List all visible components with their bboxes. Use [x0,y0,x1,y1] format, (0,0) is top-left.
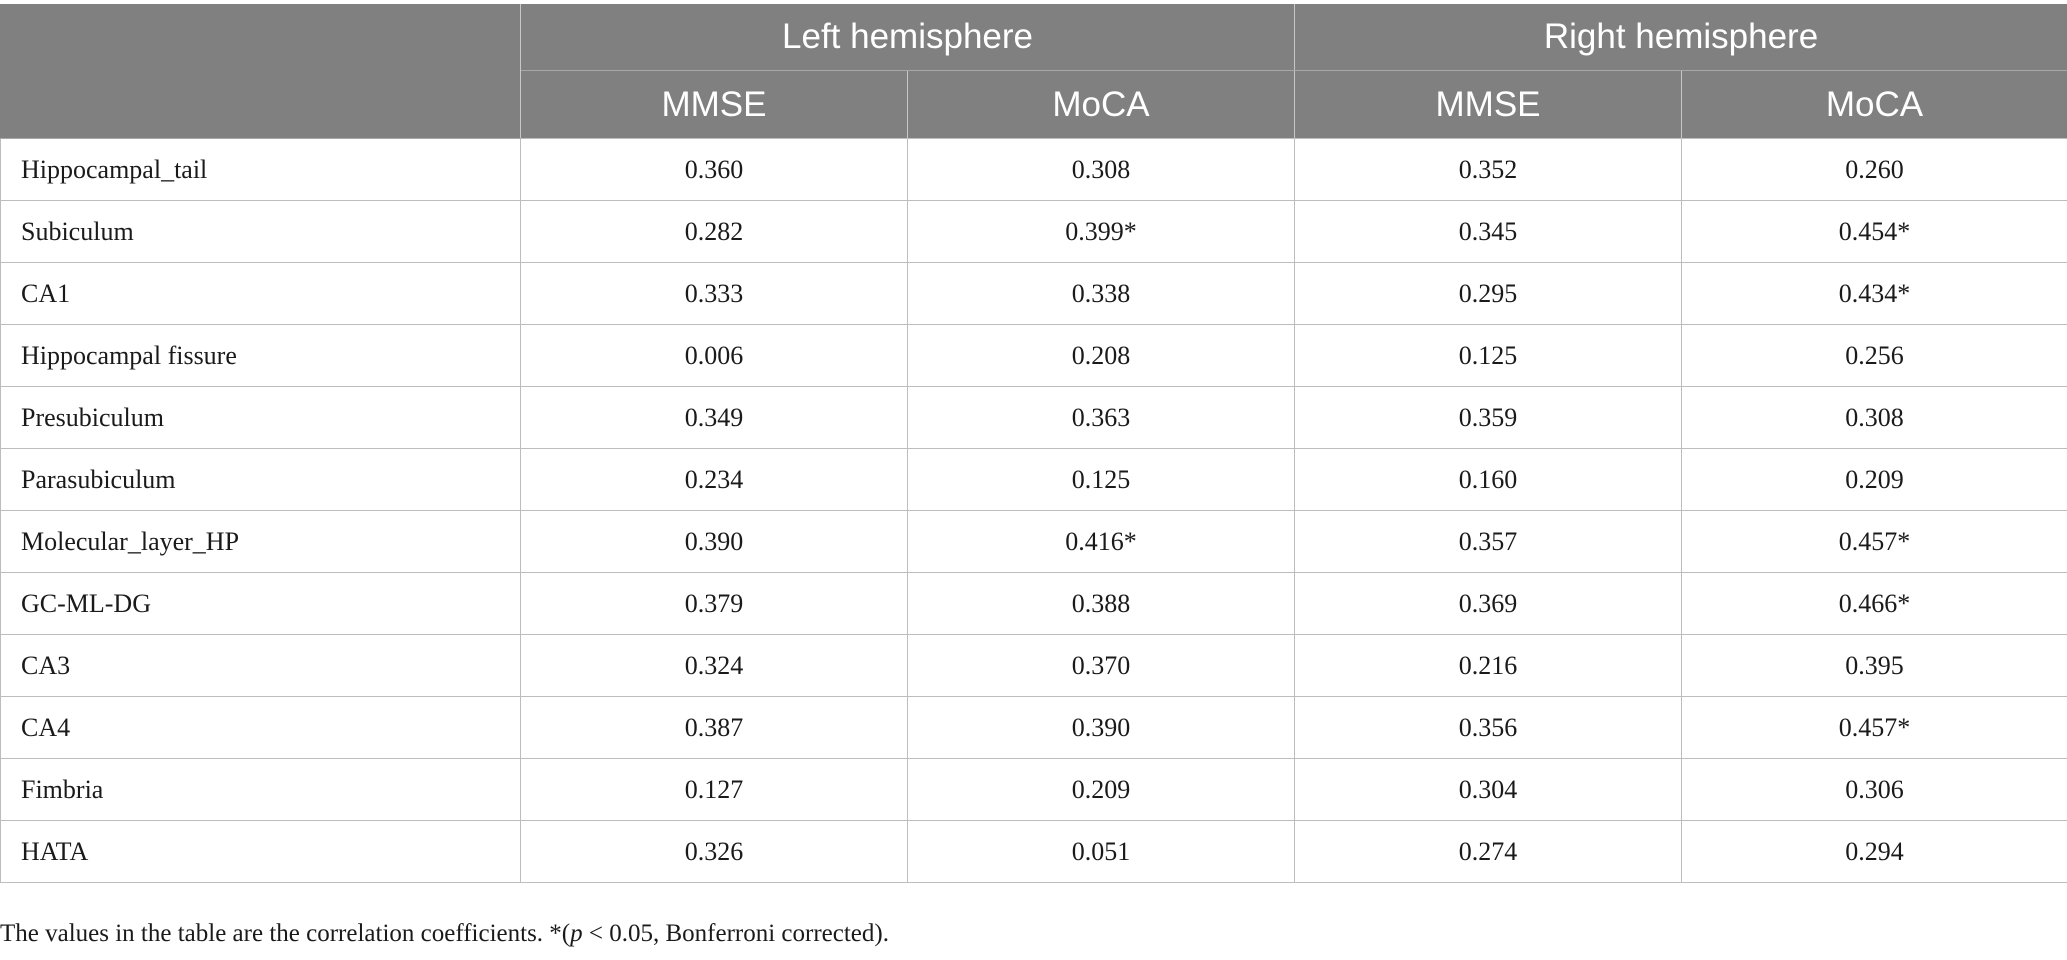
row-label: Molecular_layer_HP [1,511,521,573]
cell-left-mmse: 0.006 [521,325,908,387]
cell-right-moca: 0.306 [1682,759,2067,821]
table-body [1,139,2067,883]
cell-left-moca: 0.051 [908,821,1295,883]
table-row [1,387,2067,449]
cell-left-moca: 0.416* [908,511,1295,573]
cell-right-moca: 0.260 [1682,139,2067,201]
cell-right-moca: 0.457* [1682,511,2067,573]
cell-left-moca: 0.308 [908,139,1295,201]
table-header [1,4,2067,139]
cell-left-moca: 0.399* [908,201,1295,263]
table-row [1,635,2067,697]
row-label: HATA [1,821,521,883]
table-row [1,263,2067,325]
cell-right-mmse: 0.295 [1295,263,1682,325]
row-label: Hippocampal_tail [1,139,521,201]
header-corner-cell [1,4,521,139]
cell-left-moca: 0.363 [908,387,1295,449]
cell-right-mmse: 0.304 [1295,759,1682,821]
cell-left-moca: 0.390 [908,697,1295,759]
cell-left-mmse: 0.333 [521,263,908,325]
cell-left-moca: 0.125 [908,449,1295,511]
cell-left-mmse: 0.390 [521,511,908,573]
cell-right-moca: 0.294 [1682,821,2067,883]
row-label: Subiculum [1,201,521,263]
cell-right-moca: 0.457* [1682,697,2067,759]
cell-right-mmse: 0.356 [1295,697,1682,759]
table-row [1,511,2067,573]
footnote-suffix: < 0.05, Bonferroni corrected). [582,920,889,947]
cell-left-moca: 0.338 [908,263,1295,325]
header-right-hemisphere: Right hemisphere [1295,4,2067,71]
cell-left-moca: 0.208 [908,325,1295,387]
cell-left-mmse: 0.234 [521,449,908,511]
cell-right-moca: 0.256 [1682,325,2067,387]
cell-left-mmse: 0.326 [521,821,908,883]
cell-right-mmse: 0.352 [1295,139,1682,201]
cell-left-mmse: 0.324 [521,635,908,697]
header-left-moca: MoCA [908,71,1295,139]
footnote-p-symbol: p [570,920,583,947]
row-label: Parasubiculum [1,449,521,511]
header-right-moca: MoCA [1682,71,2067,139]
cell-left-mmse: 0.387 [521,697,908,759]
table-row [1,697,2067,759]
cell-right-mmse: 0.345 [1295,201,1682,263]
correlation-table-container [0,4,2067,883]
cell-right-moca: 0.434* [1682,263,2067,325]
header-left-mmse: MMSE [521,71,908,139]
header-group-row [1,4,2067,71]
table-row [1,449,2067,511]
table-row [1,821,2067,883]
row-label: Fimbria [1,759,521,821]
cell-right-mmse: 0.274 [1295,821,1682,883]
row-label: GC-ML-DG [1,573,521,635]
header-right-mmse: MMSE [1295,71,1682,139]
cell-left-mmse: 0.127 [521,759,908,821]
cell-right-mmse: 0.369 [1295,573,1682,635]
cell-right-mmse: 0.160 [1295,449,1682,511]
row-label: Presubiculum [1,387,521,449]
cell-right-moca: 0.395 [1682,635,2067,697]
table-row [1,201,2067,263]
cell-right-moca: 0.209 [1682,449,2067,511]
cell-left-mmse: 0.349 [521,387,908,449]
row-label: CA1 [1,263,521,325]
cell-left-moca: 0.370 [908,635,1295,697]
cell-right-mmse: 0.125 [1295,325,1682,387]
table-row [1,573,2067,635]
row-label: CA4 [1,697,521,759]
footnote-prefix: The values in the table are the correlation coefficients. *( [0,920,571,947]
cell-left-mmse: 0.282 [521,201,908,263]
cell-right-mmse: 0.357 [1295,511,1682,573]
table-row [1,139,2067,201]
row-label: Hippocampal fissure [1,325,521,387]
cell-right-moca: 0.308 [1682,387,2067,449]
table-footnote [0,920,889,948]
cell-left-moca: 0.209 [908,759,1295,821]
cell-left-mmse: 0.379 [521,573,908,635]
cell-right-moca: 0.466* [1682,573,2067,635]
row-label: CA3 [1,635,521,697]
cell-right-mmse: 0.359 [1295,387,1682,449]
header-left-hemisphere: Left hemisphere [521,4,1295,71]
cell-right-moca: 0.454* [1682,201,2067,263]
table-row [1,759,2067,821]
table-row [1,325,2067,387]
cell-left-mmse: 0.360 [521,139,908,201]
cell-left-moca: 0.388 [908,573,1295,635]
cell-right-mmse: 0.216 [1295,635,1682,697]
correlation-table [0,4,2067,883]
